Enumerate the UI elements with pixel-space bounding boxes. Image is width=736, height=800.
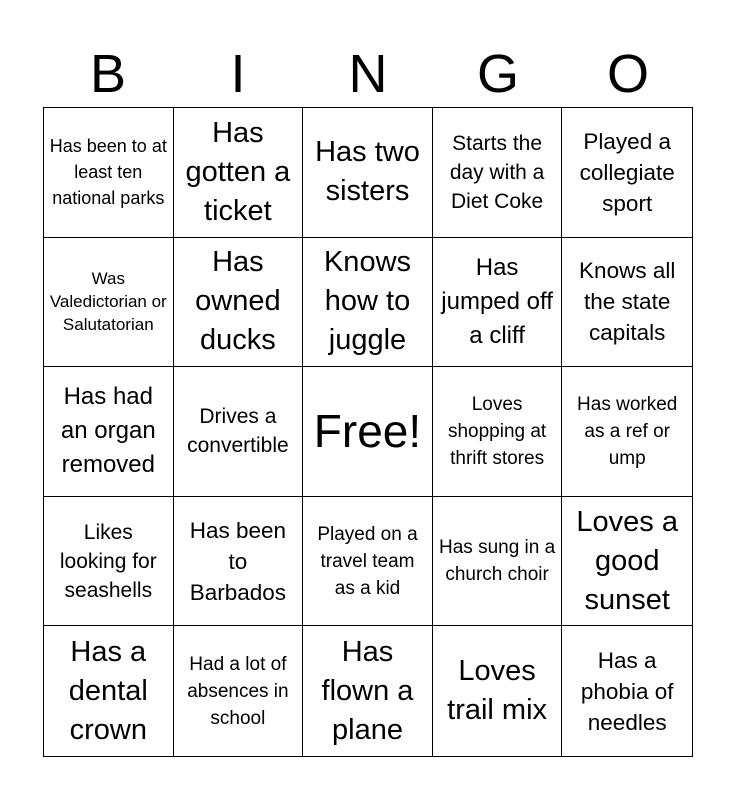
bingo-cell[interactable] — [44, 108, 174, 238]
bingo-cell[interactable] — [433, 238, 563, 368]
bingo-cell[interactable] — [303, 497, 433, 627]
header-letter-b: B — [89, 44, 127, 104]
cell-text: Knows how to juggle — [323, 246, 412, 357]
cell-text: Has gotten a ticket — [185, 116, 291, 227]
free-space-cell[interactable] — [303, 367, 433, 497]
cell-text: Had a lot of absences in school — [187, 653, 289, 729]
cell-text: Played on a travel team as a kid — [317, 523, 418, 599]
bingo-board — [43, 107, 693, 757]
header-letter-g: G — [476, 44, 519, 104]
header-letter-i: I — [230, 44, 246, 104]
bingo-cell[interactable] — [562, 367, 692, 497]
cell-text: Loves a good sunset — [576, 505, 678, 616]
cell-text: Drives a convertible — [187, 405, 289, 458]
bingo-cell[interactable] — [174, 497, 304, 627]
cell-text: Has been to Barbados — [189, 517, 287, 605]
bingo-cell[interactable] — [44, 626, 174, 756]
cell-text: Has a dental crown — [68, 635, 148, 746]
cell-text: Knows all the state capitals — [579, 258, 676, 346]
bingo-cell[interactable] — [433, 367, 563, 497]
bingo-cell[interactable] — [44, 367, 174, 497]
header-letter-n: N — [348, 44, 388, 104]
bingo-cell[interactable] — [44, 238, 174, 368]
bingo-cell[interactable] — [433, 497, 563, 627]
bingo-cell[interactable] — [562, 626, 692, 756]
bingo-cell[interactable] — [174, 238, 304, 368]
cell-text: Has jumped off a cliff — [441, 253, 553, 349]
bingo-cell[interactable] — [303, 108, 433, 238]
bingo-cell[interactable] — [562, 497, 692, 627]
cell-text: Has had an organ removed — [60, 383, 156, 479]
cell-text: Has a phobia of needles — [580, 647, 674, 735]
bingo-header — [43, 40, 693, 108]
free-space-text: Free! — [313, 405, 422, 458]
bingo-cell[interactable] — [174, 626, 304, 756]
bingo-cell[interactable] — [174, 108, 304, 238]
cell-text: Has been to at least ten national parks — [49, 136, 167, 209]
header-letter-o: O — [606, 44, 649, 104]
bingo-cell[interactable] — [174, 367, 304, 497]
cell-text: Has sung in a church choir — [439, 537, 556, 586]
cell-text: Played a collegiate sport — [579, 128, 675, 216]
cell-text: Likes looking for seashells — [59, 520, 157, 602]
cell-text: Was Valedictorian or Salutatorian — [49, 269, 167, 335]
cell-text: Has owned ducks — [195, 246, 281, 357]
cell-text: Loves shopping at thrift stores — [447, 393, 547, 469]
bingo-cell[interactable] — [433, 108, 563, 238]
bingo-cell[interactable] — [562, 238, 692, 368]
bingo-cell[interactable] — [303, 238, 433, 368]
cell-text: Starts the day with a Diet Coke — [449, 131, 545, 213]
cell-text: Loves trail mix — [447, 655, 548, 727]
bingo-cell[interactable] — [44, 497, 174, 627]
cell-text: Has two sisters — [315, 136, 420, 208]
bingo-cell[interactable] — [433, 626, 563, 756]
bingo-cell[interactable] — [562, 108, 692, 238]
cell-text: Has flown a plane — [321, 635, 414, 746]
cell-text: Has worked as a ref or ump — [577, 393, 678, 469]
bingo-cell[interactable] — [303, 626, 433, 756]
